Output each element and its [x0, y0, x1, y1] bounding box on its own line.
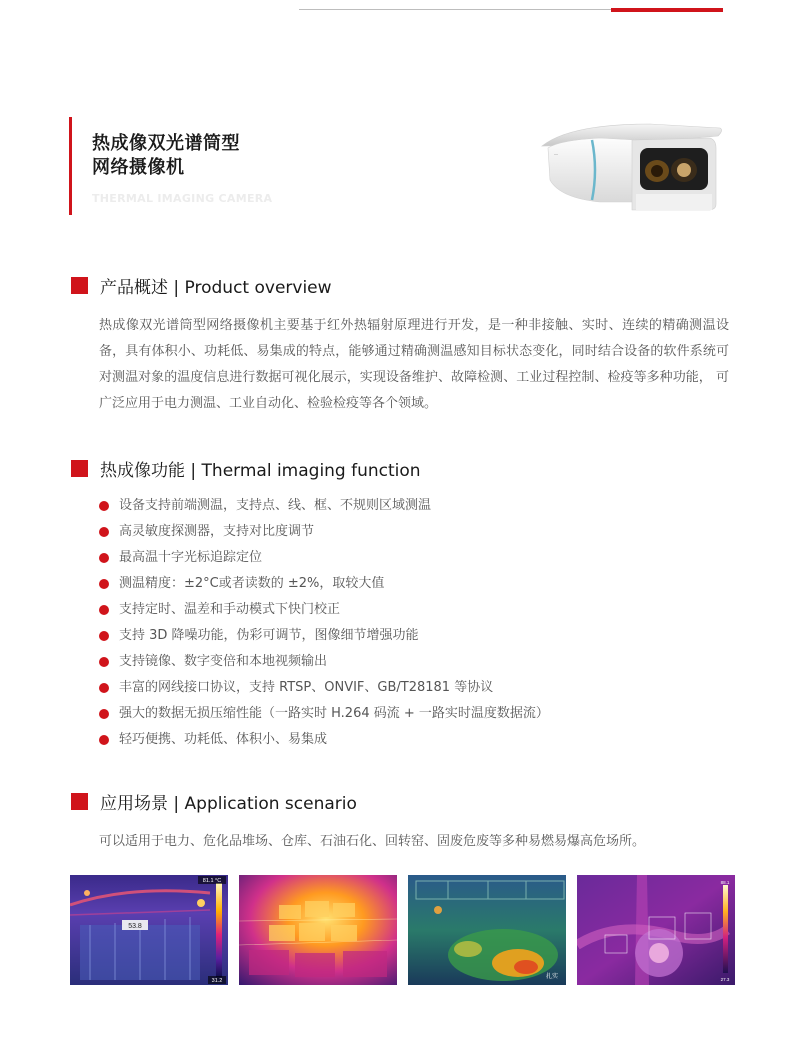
heading-square-icon	[71, 277, 88, 294]
list-item: 支持 3D 降噪功能，伪彩可调节，图像细节增强功能	[99, 623, 549, 649]
thermal-feature-list	[99, 493, 549, 753]
scene-label-top: 81.1 °C	[202, 878, 222, 884]
bullet-dot-icon	[99, 735, 109, 745]
list-item: 丰富的网线接口协议，支持 RTSP、ONVIF、GB/T28181 等协议	[99, 675, 549, 701]
overview-heading	[71, 273, 332, 298]
svg-text:—: —	[554, 151, 558, 156]
hero-title-line1: 热成像双光谱筒型	[92, 133, 240, 154]
thermal-image-kiln	[577, 875, 735, 985]
overview-paragraph: 热成像双光谱筒型网络摄像机主要基于红外热辐射原理进行开发，是一种非接触、实时、连续的精确测温设备，具有体积小、功耗低、易集成的特点，能够通过精确测温感知目标状态变化，同时结合设备的软件系统可对测温对象的温度信息进行数据可视化展示，实现设备维护、故障检测、工业过程控制、检疫等多种功能， 可广泛应用于电力测温、工业自动化、检验检疫等各个领域。	[99, 318, 729, 411]
list-item: 支持定时、温差和手动模式下快门校正	[99, 597, 549, 623]
bullet-dot-icon	[99, 579, 109, 589]
bullet-dot-icon	[99, 709, 109, 719]
bullet-dot-icon	[99, 631, 109, 641]
list-item: 支持镜像、数字变倍和本地视频输出	[99, 649, 549, 675]
list-item: 测温精度：±2°C或者读数的 ±2%，取较大值	[99, 571, 549, 597]
list-item: 最高温十字光标追踪定位	[99, 545, 549, 571]
thermal-image-warehouse	[239, 875, 397, 985]
application-heading-text: 应用场景 | Application scenario	[100, 794, 357, 814]
bullet-dot-icon	[99, 527, 109, 537]
thermal-heading-text: 热成像功能 | Thermal imaging function	[100, 461, 421, 481]
camera-product-image	[540, 118, 725, 218]
heading-square-icon	[71, 793, 88, 810]
application-paragraph: 可以适用于电力、危化品堆场、仓库、石油石化、回转窑、固废危废等多种易燃易爆高危场所。	[99, 834, 646, 849]
application-scene-gallery	[70, 875, 735, 985]
list-item: 高灵敏度探测器，支持对比度调节	[99, 519, 549, 545]
list-item: 强大的数据无损压缩性能（一路实时 H.264 码流 + 一路实时温度数据流）	[99, 701, 549, 727]
scene-label-top: 88.1	[720, 880, 730, 885]
scene-label-value: 53.8	[128, 923, 142, 930]
thermal-image-power	[70, 875, 228, 985]
bullet-dot-icon	[99, 605, 109, 615]
hero-title	[92, 132, 240, 180]
bullet-dot-icon	[99, 657, 109, 667]
top-accent-bar	[611, 8, 723, 12]
heading-square-icon	[71, 460, 88, 477]
scene-label-bottom: 27.3	[720, 977, 730, 982]
application-heading	[71, 789, 357, 814]
hero-subtitle: THERMAL IMAGING CAMERA	[92, 192, 273, 205]
hero-accent-bar	[69, 117, 72, 215]
scene-label-corner: 扎实	[545, 974, 558, 980]
bullet-dot-icon	[99, 501, 109, 511]
bullet-dot-icon	[99, 553, 109, 563]
overview-heading-text: 产品概述 | Product overview	[100, 278, 332, 298]
hero-title-line2: 网络摄像机	[92, 157, 185, 178]
thermal-image-industrial	[408, 875, 566, 985]
scene-label-bottom: 31.2	[211, 978, 223, 984]
thermal-heading	[71, 456, 421, 481]
bullet-dot-icon	[99, 683, 109, 693]
list-item: 设备支持前端测温，支持点、线、框、不规则区域测温	[99, 493, 549, 519]
list-item: 轻巧便携、功耗低、体积小、易集成	[99, 727, 549, 753]
